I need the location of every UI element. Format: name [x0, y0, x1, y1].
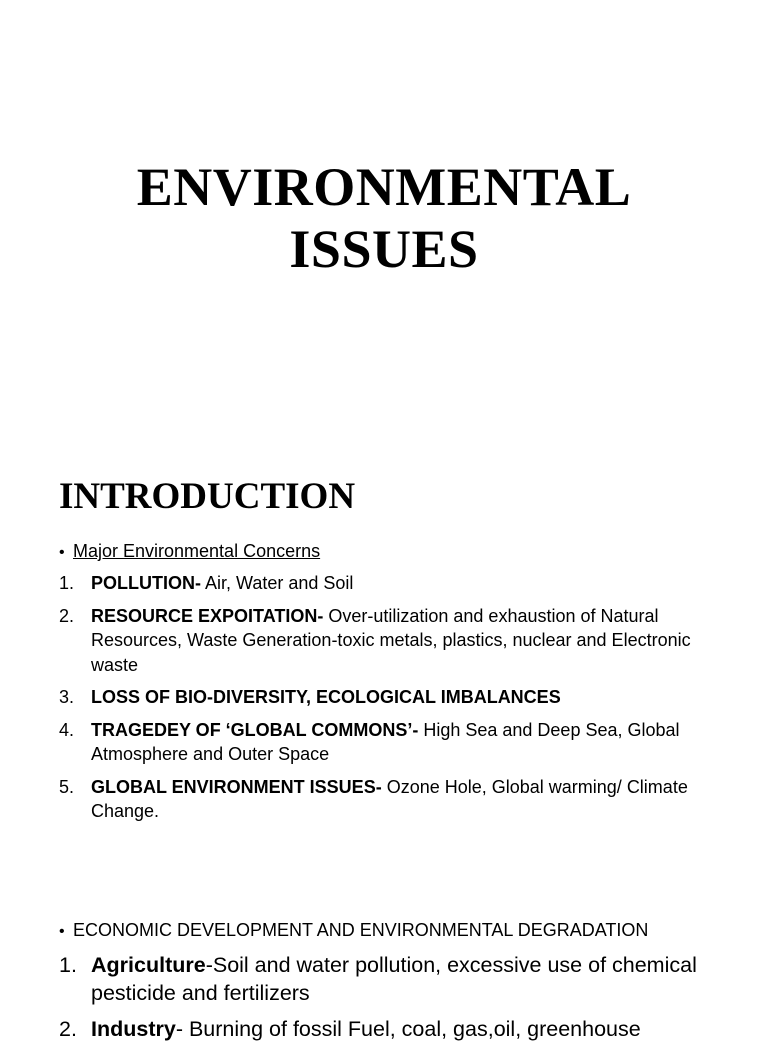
list-item-text: High Sea and Deep Sea, Global Atmosphere and Outer Space: [91, 719, 680, 764]
slide-title-line-2: ISSUES: [289, 219, 479, 279]
list-item-text: - Burning of fossil Fuel, coal, gas,oil, greenhouse: [175, 1017, 641, 1041]
introduction-heading: INTRODUCTION: [59, 476, 356, 517]
list-item-text: -Soil and water pollution, excessive use of chemical pesticide and fertilizers: [91, 953, 697, 1005]
list-item: [59, 718, 739, 767]
introduction-section: [59, 476, 739, 832]
list-item-number: 1.: [59, 573, 75, 593]
list-item: [59, 685, 739, 710]
list-item-text: Over-utilization and exhaustion of Natural Resources, Waste Generation-toxic metals, plastics, nuclear and Electronic waste: [91, 605, 691, 675]
concerns-list: [59, 571, 739, 824]
list-item-title: POLLUTION-: [91, 573, 201, 593]
list-item: [59, 604, 739, 678]
slide-title: [0, 156, 768, 280]
bullet-icon: •: [59, 544, 65, 561]
list-item-title: LOSS OF BIO-DIVERSITY, ECOLOGICAL IMBALANCES: [91, 687, 561, 707]
list-item-text: Ozone Hole, Global warming/ Climate Change.: [91, 776, 688, 821]
list-item-title: GLOBAL ENVIRONMENT ISSUES-: [91, 776, 382, 797]
list-item: [59, 775, 739, 824]
list-item: [59, 571, 739, 596]
bullet-icon: •: [59, 923, 65, 940]
list-item-number: 2.: [59, 605, 75, 626]
list-item-number: 5.: [59, 776, 75, 797]
list-item-title: Agriculture: [91, 953, 206, 977]
list-item-number: 3.: [59, 687, 75, 707]
economic-section: [59, 918, 739, 1051]
list-item: [59, 951, 739, 1007]
economic-bullet: [59, 918, 739, 944]
list-item-title: RESOURCE EXPOITATION-: [91, 605, 324, 626]
list-item-title: TRAGEDEY OF ‘GLOBAL COMMONS’-: [91, 719, 419, 740]
list-item-text: Air, Water and Soil: [201, 573, 354, 593]
list-item-number: 1.: [59, 953, 77, 977]
major-concerns-subheading: Major Environmental Concerns: [73, 541, 321, 561]
list-item-number: 4.: [59, 719, 75, 740]
economic-list: [59, 951, 739, 1043]
list-item-title: Industry: [91, 1017, 176, 1041]
economic-heading: ECONOMIC DEVELOPMENT AND ENVIRONMENTAL DEGRADATION: [73, 920, 649, 940]
slide-title-line-1: ENVIRONMENTAL: [136, 157, 632, 217]
list-item: [59, 1015, 739, 1043]
major-concerns-bullet: [59, 539, 739, 565]
list-item-number: 2.: [59, 1017, 77, 1041]
